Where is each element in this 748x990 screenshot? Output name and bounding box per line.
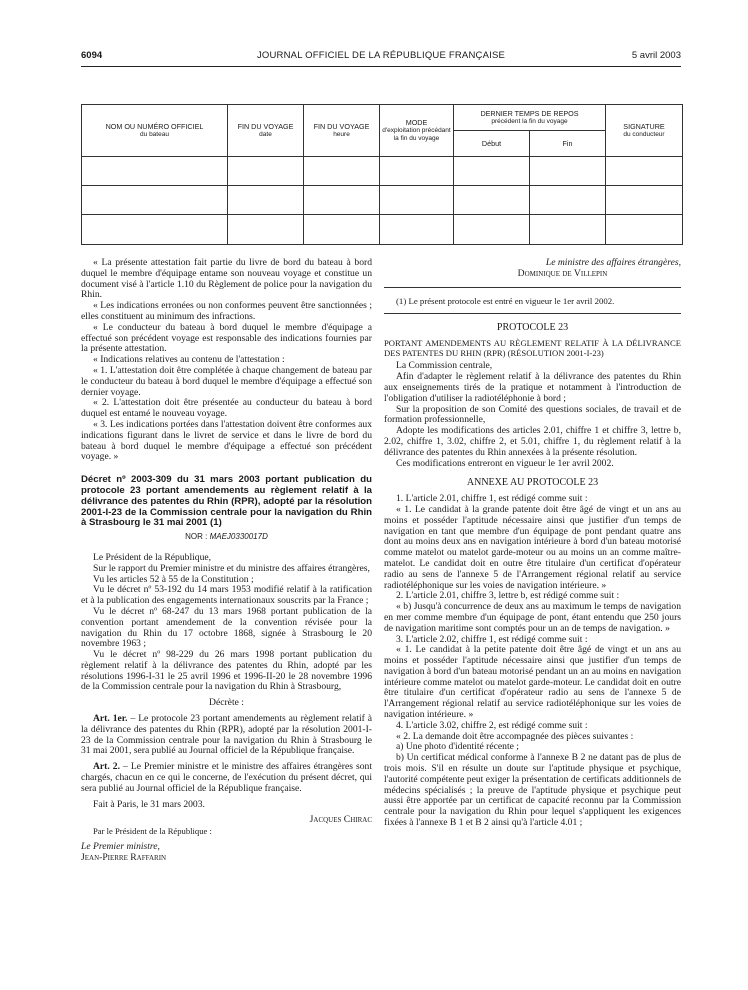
paragraph: « Les indications erronées ou non conformes peuvent être sanctionnées ; elles constituent au minimum des infractions. [81, 300, 372, 322]
journal-title: JOURNAL OFFICIEL DE LA RÉPUBLIQUE FRANÇAISE [256, 50, 506, 61]
pm-title: Le Premier ministre, [81, 841, 160, 853]
paragraph: a) Une photo d'identité récente ; [396, 741, 519, 753]
table-row [82, 157, 683, 186]
article-2: Art. 2. – Le Premier ministre et le ministre des affaires étrangères sont chargés, chacun en ce qui le concerne, de l'exécution du présent décret, qui sera publié au Journal officiel de la République française. [81, 761, 372, 794]
annex-heading: ANNEXE AU PROTOCOLE 23 [466, 477, 599, 489]
header-rest-period: DERNIER TEMPS DE REPOS précédent la fin du voyage [454, 105, 606, 131]
paragraph: Vu le décret nº 68-247 du 13 mars 1968 portant publication de la convention portant amendement de la convention révisée pour la navigation du Rhin du 17 octobre 1868, signée à Strasbourg le 20 novembre 1963 ; [81, 605, 372, 650]
paragraph: « 2. La demande doit être accompagnée des pièces suivantes : [396, 730, 634, 742]
header-vessel-name: NOM OU NUMÉRO OFFICIEL du bateau [82, 105, 228, 157]
paragraph: Vu le décret nº 98-229 du 26 mars 1998 portant publication du règlement relatif à la délivrance des patentes du Rhin, adopté par les résolutions 1996-I-31 le 25 avril 1996 et 1996-II-20 le 28 novembre 1996 de la Commission centrale pour la navigation du Rhin à Strasbourg, [81, 649, 372, 693]
header-mode: MODE d'exploitation précédant la fin du voyage [380, 105, 454, 157]
paragraph: Sur la proposition de son Comité des questions sociales, de travail et de formation professionnelle, [384, 403, 681, 426]
paragraph: 4. L'article 3.02, chiffre 2, est rédigé comme suit : [396, 719, 588, 731]
paragraph: Ces modifications entreront en vigueur le 1er avril 2002. [396, 457, 614, 469]
header-rule [81, 66, 681, 67]
footnote: (1) Le présent protocole est entré en vigueur le 1er avril 2002. [396, 295, 615, 306]
left-column [81, 258, 372, 864]
decree-title: Décret nº 2003-309 du 31 mars 2003 portant publication du protocole 23 portant amendements au règlement relatif à la délivrance des patentes du Rhin (RPR), adopté par la résolution 2001-I-23 de la Commission centrale pour la navigation du Rhin à Strasbourg le 31 mai 2001 (1) [81, 474, 372, 529]
protocol-heading: PROTOCOLE 23 [496, 322, 569, 334]
paragraph: Sur le rapport du Premier ministre et du ministre des affaires étrangères, [93, 562, 370, 574]
header-signature: SIGNATURE du conducteur [606, 105, 683, 157]
paragraph: Vu le décret nº 53-192 du 14 mars 1953 modifié relatif à la ratification et à la publication des engagements internationaux souscrits par la France ; [81, 584, 372, 607]
paragraph: « 1. L'attestation doit être complétée à chaque changement de bateau par le conducteur du bateau à bord duquel le membre d'équipage a effectué son dernier voyage. [81, 364, 372, 398]
protocol-subtitle: PORTANT AMENDEMENTS AU RÈGLEMENT RELATIF À LA DÉLIVRANCE DES PATENTES DU RHIN (RPR) (RÉSOLUTION 2001-I-23) [384, 338, 681, 358]
done-at: Fait à Paris, le 31 mars 2003. [93, 798, 205, 810]
paragraph: « 3. Les indications portées dans l'attestation doivent être conformes aux indications figurant dans le livret de service et dans le livre de bord du bateau à bord duquel le membre d'équipage a effectué son précédent voyage. » [81, 418, 372, 463]
table-row [82, 215, 683, 245]
right-column [384, 258, 681, 829]
paragraph: Afin d'adapter le règlement relatif à la délivrance des patentes du Rhin aux enseignements tirés de la pratique et notamment à l'introduction de l'obligation d'utiliser la radiotéléphonie à bord ; [384, 371, 681, 404]
issue-date: 5 avril 2003 [631, 50, 681, 61]
paragraph: « b) Jusqu'à concurrence de deux ans au maximum le temps de navigation en mer comme membre d'un équipage de pont, étant entendu que 250 jours de navigation maritime sont comptés pour un an de temps de navigation. » [384, 601, 681, 634]
paragraph: Adopte les modifications des articles 2.01, chiffre 1 et chiffre 3, lettre b, 2.02, chiffre 1, 3.02, chiffre 2, et 5.01, chiffre 1, du règlement relatif à la délivrance des patentes du Rhin annexées à la présente résolution. [384, 425, 681, 458]
header-rest-end: Fin [530, 131, 606, 157]
minister-name: Dominique de Villepin [517, 267, 608, 279]
header-end-date: FIN DU VOYAGE date [228, 105, 304, 157]
paragraph: 3. L'article 2.02, chiffre 1, est rédigé comme suit : [396, 633, 588, 645]
paragraph: b) Un certificat médical conforme à l'annexe B 2 ne datant pas de plus de trois mois. S'il en résulte un doute sur l'aptitude physique et psychique, l'autorité compétente peut exiger la présentation de certificats additionnels de médecins spécialisés ; la preuve de l'aptitude physique et psychique peut aussi être apportée par un certificat de capacité reconnu par la Commission centrale pour la navigation du Rhin pour lequel s'appliquent les exigences fixées à l'annexe B 1 et B 2 ainsi qu'à l'article 4.01 ; [384, 752, 681, 829]
nor-reference: NOR : MAEJ0330017D [185, 532, 268, 542]
pm-name: Jean-Pierre Raffarin [81, 851, 167, 863]
page-number: 6094 [81, 50, 103, 61]
section-rule [384, 313, 681, 314]
paragraph: 1. L'article 2.01, chiffre 1, est rédigé comme suit : [396, 493, 588, 505]
decrete-heading: Décrète : [209, 697, 244, 709]
paragraph: « Indications relatives au contenu de l'attestation : [93, 354, 285, 366]
paragraph: « Le conducteur du bateau à bord duquel le membre d'équipage a effectué son précédent voyage est responsable des indications fournies par la présente attestation. [81, 321, 372, 355]
page-header [81, 50, 681, 64]
footnote-rule [384, 287, 681, 288]
table-row [82, 186, 683, 215]
paragraph: « 1. Le candidat à la grande patente doit être âgé de vingt et un ans au moins et posséder l'aptitude nécessaire ainsi que justifier d'un temps de navigation en tant que membre d'un équipage de pont pendant quatre ans dont au moins deux ans en navigation intérieure à bord d'un bateau motorisé comme matelot ou matelot garde-moteur ou au moins un an comme maître-matelot. Le candidat doit en outre être titulaire d'un certificat d'opérateur radio au sens de l'annexe 5 de l'Arrangement régional relatif au service radiotéléphonique sur les voies de navigation intérieure. » [384, 503, 681, 591]
paragraph: « 2. L'attestation doit être présentée au conducteur du bateau à bord duquel est entamé le nouveau voyage. [81, 397, 372, 420]
attestation-table [81, 104, 683, 245]
header-rest-start: Début [454, 131, 530, 157]
header-end-hour: FIN DU VOYAGE heure [304, 105, 380, 157]
paragraph: 2. L'article 2.01, chiffre 3, lettre b, est rédigé comme suit : [396, 590, 620, 602]
paragraph: La Commission centrale, [396, 360, 493, 372]
article-1: Art. 1er. – Le protocole 23 portant amendements au règlement relatif à la délivrance des patentes du Rhin (RPR), adopté par la résolution 2001-I-23 de la Commission centrale pour la navigation du Rhin à Strasbourg le 31 mai 2001, sera publié au Journal officiel de la République française. [81, 713, 373, 757]
by-president: Par le Président de la République : [93, 826, 212, 837]
paragraph: Le Président de la République, [93, 551, 212, 563]
paragraph: Vu les articles 52 à 55 de la Constitution ; [93, 573, 254, 585]
minister-title: Le ministre des affaires étrangères, [545, 257, 681, 268]
signer-name: Jacques Chirac [309, 814, 372, 826]
paragraph: « La présente attestation fait partie du livre de bord du bateau à bord duquel le membre d'équipage entame son nouveau voyage et constitue un document visé à l'article 1.10 du Règlement de police pour la navigation du Rhin. [81, 257, 372, 301]
paragraph: « 1. Le candidat à la petite patente doit être âgé de vingt et un ans au moins et posséder l'aptitude nécessaire ainsi que justifier d'un temps de navigation à bord d'un bateau motorisé pendant un an au moins en navigation intérieure comme matelot ou matelot garde-moteur. Le candidat doit en outre être titulaire d'un certificat d'opérateur radio au sens de l'annexe 5 de l'Arrangement régional relatif au service radiotéléphonique sur les voies de navigation intérieure. » [384, 644, 681, 721]
